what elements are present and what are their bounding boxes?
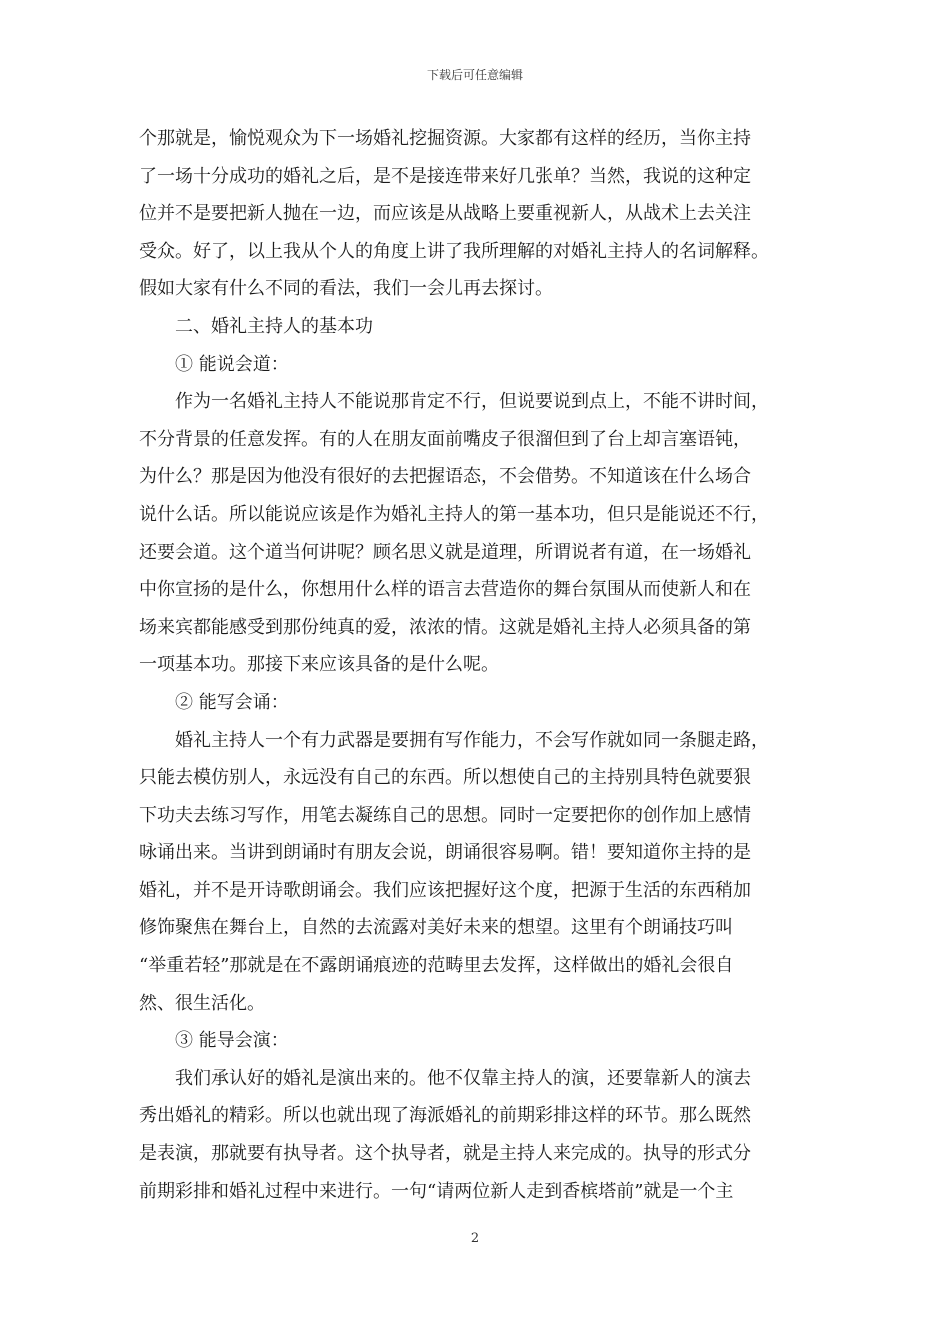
text-line: 我们承认好的婚礼是演出来的。他不仅靠主持人的演，还要靠新人的演去 bbox=[175, 1067, 751, 1089]
subheading-directing bbox=[139, 1022, 823, 1060]
text-line: 婚礼，并不是开诗歌朗诵会。我们应该把握好这个度，把源于生活的东西稍加 bbox=[139, 879, 751, 901]
text-line: 二、婚礼主持人的基本功 bbox=[175, 315, 373, 337]
text-line: 婚礼主持人一个有力武器是要拥有写作能力，不会写作就如同一条腿走路， bbox=[175, 729, 769, 751]
page-header: 下载后可任意编辑 bbox=[426, 68, 523, 82]
text-line: 作为一名婚礼主持人不能说那肯定不行，但说要说到点上，不能不讲时间， bbox=[175, 391, 769, 413]
text-line: 假如大家有什么不同的看法，我们一会儿再去探讨。 bbox=[139, 278, 553, 300]
text-line: 一项基本功。那接下来应该具备的是什么呢。 bbox=[139, 654, 499, 676]
text-line: 场来宾都能感受到那份纯真的爱，浓浓的情。这就是婚礼主持人必须具备的第 bbox=[139, 616, 751, 638]
text-line: 前期彩排和婚礼过程中来进行。一句“请两位新人走到香槟塔前”就是一个主 bbox=[139, 1180, 734, 1202]
text-line: 下功夫去练习写作，用笔去凝练自己的思想。同时一定要把你的创作加上感情 bbox=[139, 804, 751, 826]
section-heading-basic-skills bbox=[139, 308, 823, 346]
paragraph-writing bbox=[139, 722, 823, 1023]
text-line: 受众。好了，以上我从个人的角度上讲了我所理解的对婚礼主持人的名词解释。 bbox=[139, 240, 769, 262]
paragraph-continuation bbox=[139, 120, 823, 308]
text-line: “举重若轻”那就是在不露朗诵痕迹的范畴里去发挥，这样做出的婚礼会很自 bbox=[139, 955, 734, 977]
page-number: 2 bbox=[470, 1231, 480, 1246]
text-line: 个那就是，愉悦观众为下一场婚礼挖掘资源。大家都有这样的经历，当你主持 bbox=[139, 128, 751, 149]
text-line: 然、很生活化。 bbox=[139, 992, 265, 1014]
text-line: 秀出婚礼的精彩。所以也就出现了海派婚礼的前期彩排这样的环节。那么既然 bbox=[139, 1105, 751, 1127]
text-line: 为什么？那是因为他没有很好的去把握语态，不会借势。不知道该在什么场合 bbox=[139, 466, 751, 488]
text-line: 还要会道。这个道当何讲呢？顾名思义就是道理，所谓说者有道，在一场婚礼 bbox=[139, 541, 751, 563]
text-line: 了一场十分成功的婚礼之后，是不是接连带来好几张单？当然，我说的这种定 bbox=[139, 165, 751, 187]
text-line: ① 能说会道： bbox=[175, 353, 289, 375]
text-line: 中你宣扬的是什么，你想用什么样的语言去营造你的舞台氛围从而使新人和在 bbox=[139, 579, 751, 601]
text-line: 咏诵出来。当讲到朗诵时有朋友会说，朗诵很容易啊。错！要知道你主持的是 bbox=[139, 842, 751, 864]
text-line: ② 能写会诵： bbox=[175, 691, 289, 713]
text-line: 只能去模仿别人，永远没有自己的东西。所以想使自己的主持别具特色就要狠 bbox=[139, 767, 751, 789]
paragraph-directing bbox=[139, 1060, 823, 1210]
text-line: 不分背景的任意发挥。有的人在朋友面前嘴皮子很溜但到了台上却言塞语钝， bbox=[139, 428, 751, 450]
text-line: 位并不是要把新人抛在一边，而应该是从战略上要重视新人，从战术上去关注 bbox=[139, 203, 751, 225]
document-body bbox=[139, 120, 823, 1210]
subheading-speaking bbox=[139, 346, 823, 384]
text-line: 说什么话。所以能说应该是作为婚礼主持人的第一基本功，但只是能说还不行， bbox=[139, 503, 769, 525]
subheading-writing bbox=[139, 684, 823, 722]
text-line: ③ 能导会演： bbox=[175, 1030, 289, 1052]
text-line: 修饰聚焦在舞台上，自然的去流露对美好未来的想望。这里有个朗诵技巧叫 bbox=[139, 917, 733, 939]
paragraph-speaking bbox=[139, 383, 823, 684]
text-line: 是表演，那就要有执导者。这个执导者，就是主持人来完成的。执导的形式分 bbox=[139, 1143, 751, 1165]
